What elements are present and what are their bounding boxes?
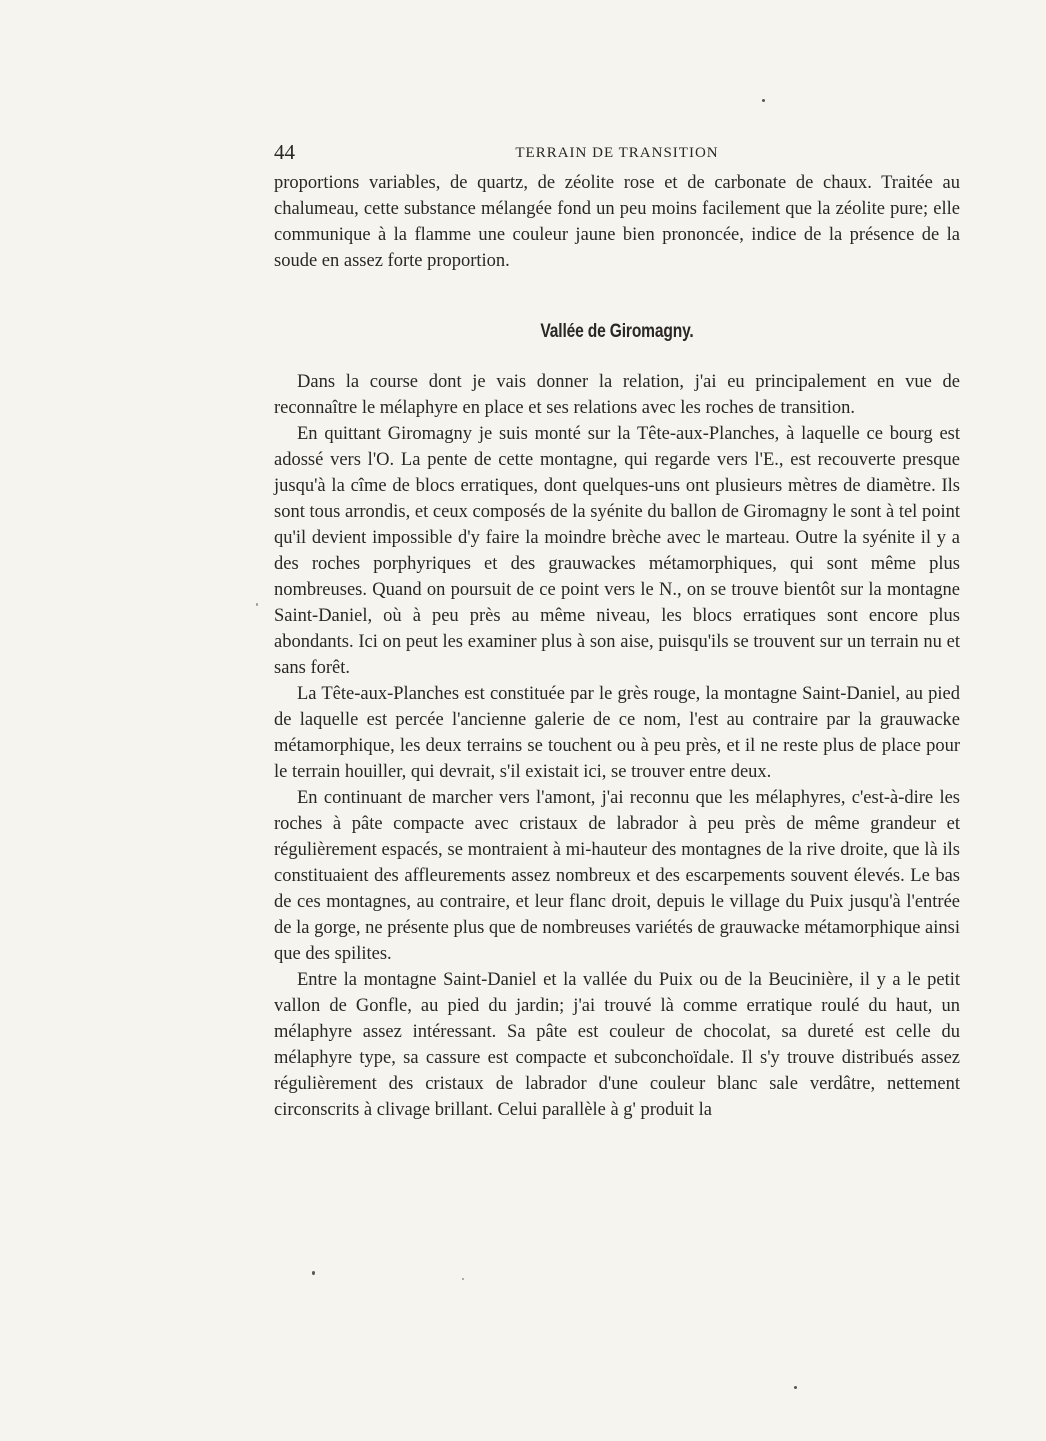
- paragraph-1: Dans la course dont je vais donner la relation, j'ai eu principalement en vue de reconnaître le mélaphyre en place et ses relations avec les roches de transition.: [274, 372, 960, 418]
- page-header: [274, 140, 960, 166]
- section-title: Vallée de Giromagny.: [540, 321, 694, 342]
- paragraph-3: La Tête-aux-Planches est constituée par le grès rouge, la montagne Saint-Daniel, au pied de laquelle est percée l'ancienne galerie de ce nom, l'est au contraire par la grauwacke métamorphique, les deux terrains se touchent ou à peu près, et il ne reste plus de place pour le terrain houiller, qui devrait, s'il existait ici, se trouver entre deux.: [274, 684, 960, 782]
- scan-speck: [462, 1278, 464, 1280]
- scan-speck: [794, 1386, 797, 1389]
- scan-speck: [762, 99, 765, 102]
- running-title: TERRAIN DE TRANSITION: [515, 145, 719, 161]
- scan-speck: [256, 603, 258, 606]
- paragraph-5: Entre la montagne Saint-Daniel et la vallée du Puix ou de la Beucinière, il y a le petit vallon de Gonfle, au pied du jardin; j'ai trouvé là comme erratique roulé du haut, un mélaphyre assez intéressant. Sa pâte est couleur de chocolat, sa dureté est celle du mélaphyre type, sa cassure est compacte et subconchoïdale. Il s'y trouve distribués assez régulièrement des cristaux de labrador d'une couleur blanc sale verdâtre, nettement circonscrits à clivage brillant. Celui parallèle à g' produit la: [274, 970, 960, 1120]
- scan-speck: [312, 1271, 315, 1275]
- paragraph-2: En quittant Giromagny je suis monté sur la Tête-aux-Planches, à laquelle ce bourg est adossé vers l'O. La pente de cette montagne, qui regarde vers l'E., est recouverte presque jusqu'à la cîme de blocs erratiques, dont quelques-uns ont plusieurs mètres de diamètre. Ils sont tous arrondis, et ceux composés de la syénite du ballon de Giromagny le sont à tel point qu'il devient impossible d'y faire la moindre brèche avec le marteau. Outre la syénite il y a des roches porphyriques et des grauwackes métamorphiques, qui sont même plus nombreuses. Quand on poursuit de ce point vers le N., on se trouve bientôt sur la montagne Saint-Daniel, où à peu près au même niveau, les blocs erratiques sont encore plus abondants. Ici on peut les examiner plus à son aise, puisqu'ils se trouvent sur un terrain nu et sans forêt.: [274, 424, 960, 678]
- page-number: 44: [274, 140, 295, 164]
- paragraph-4: En continuant de marcher vers l'amont, j'ai reconnu que les mélaphyres, c'est-à-dire les roches à pâte compacte avec cristaux de labrador à peu près de même grandeur et régulièrement espacés, se montraient à mi-hauteur des montagnes de la rive droite, que là ils constituaient des affleurements assez nombreux et des escarpements souvent élevés. Le bas de ces montagnes, au contraire, et leur flanc droit, depuis le village du Puix jusqu'à l'entrée de la gorge, ne présente plus que de nombreuses variétés de grauwacke métamorphique ainsi que des spilites.: [274, 788, 960, 964]
- intro-paragraph: proportions variables, de quartz, de zéolite rose et de carbonate de chaux. Traitée au chalumeau, cette substance mélangée fond un peu moins facilement que la zéolite pure; elle communique à la flamme une couleur jaune bien prononcée, indice de la présence de la soude en assez forte proportion.: [274, 173, 960, 271]
- page-body: [274, 170, 960, 1123]
